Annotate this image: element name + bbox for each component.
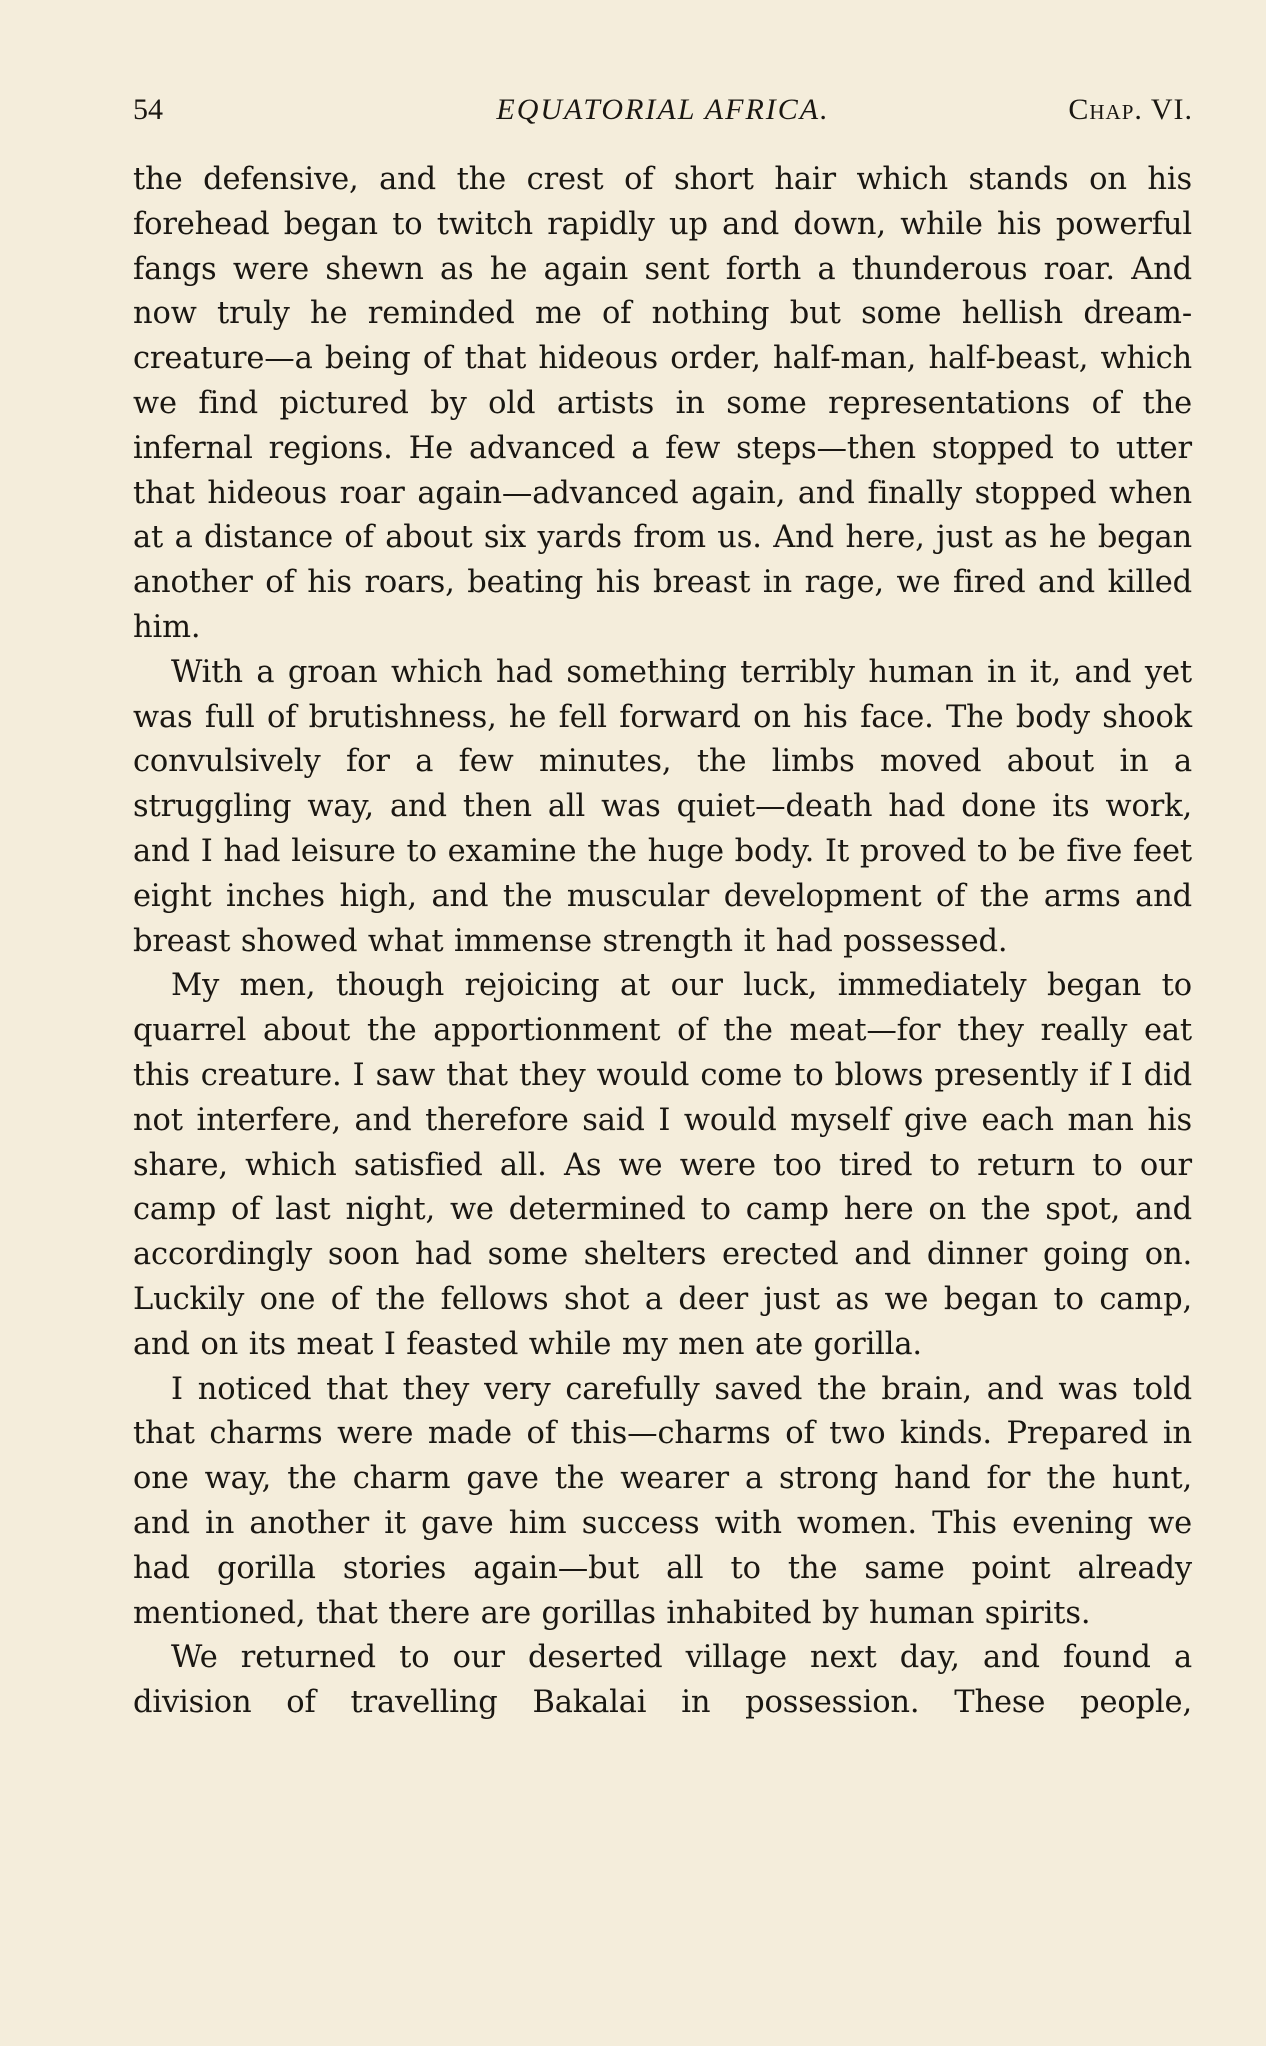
running-title: EQUATORIAL AFRICA. (496, 93, 830, 126)
paragraph-2: With a groan which had something terribly human in it, and yet was full of brutishness, he fell forward on his face. The body shook convulsively for a few minutes, the limbs moved about in a struggling way, and then all was quiet—death had done its work, and I had leisure to examine the huge body. It proved to be five feet eight inches high, and the muscular development of the arms and breast showed what immense strength it had possessed. (133, 654, 1192, 959)
body-text (133, 158, 1192, 1726)
paragraph-5: We returned to our deserted village next day, and found a division of travelling Bakalai in possession. These people, (133, 1640, 1192, 1721)
paragraph-1: the defensive, and the crest of short hair which stands on his forehead began to twitch rapidly up and down, while his powerful fangs were shewn as he again sent forth a thunderous roar. And now truly he reminded me of nothing but some hellish dream-creature—a being of that hideous order, half-man, half-beast, which we find pictured by old artists in some representations of the infernal regions. He advanced a few steps—then stopped to utter that hideous roar again—advanced again, and finally stopped when at a distance of about six yards from us. And here, just as he began another of his roars, beating his breast in rage, we fired and killed him. (133, 162, 1192, 645)
running-head (133, 90, 1193, 130)
paragraph-4: I noticed that they very carefully saved the brain, and was told that charms were made of this—charms of two kinds. Prepared in one way, the charm gave the wearer a strong hand for the hunt, and in another it gave him success with women. This evening we had gorilla stories again—but all to the same point already mentioned, that there are gorillas inhabited by human spirits. (133, 1371, 1192, 1631)
paragraph-3: My men, though rejoicing at our luck, immediately began to quarrel about the apportionment of the meat—for they really eat this creature. I saw that they would come to blows presently if I did not interfere, and therefore said I would myself give each man his share, which satisfied all. As we were too tired to return to our camp of last night, we determined to camp here on the spot, and accordingly soon had some shelters erected and dinner going on. Luckily one of the fellows shot a deer just as we began to camp, and on its meat I feasted while my men ate gorilla. (133, 968, 1192, 1362)
page-number: 54 (133, 93, 163, 126)
chapter-label: Chap. VI. (1068, 93, 1193, 126)
